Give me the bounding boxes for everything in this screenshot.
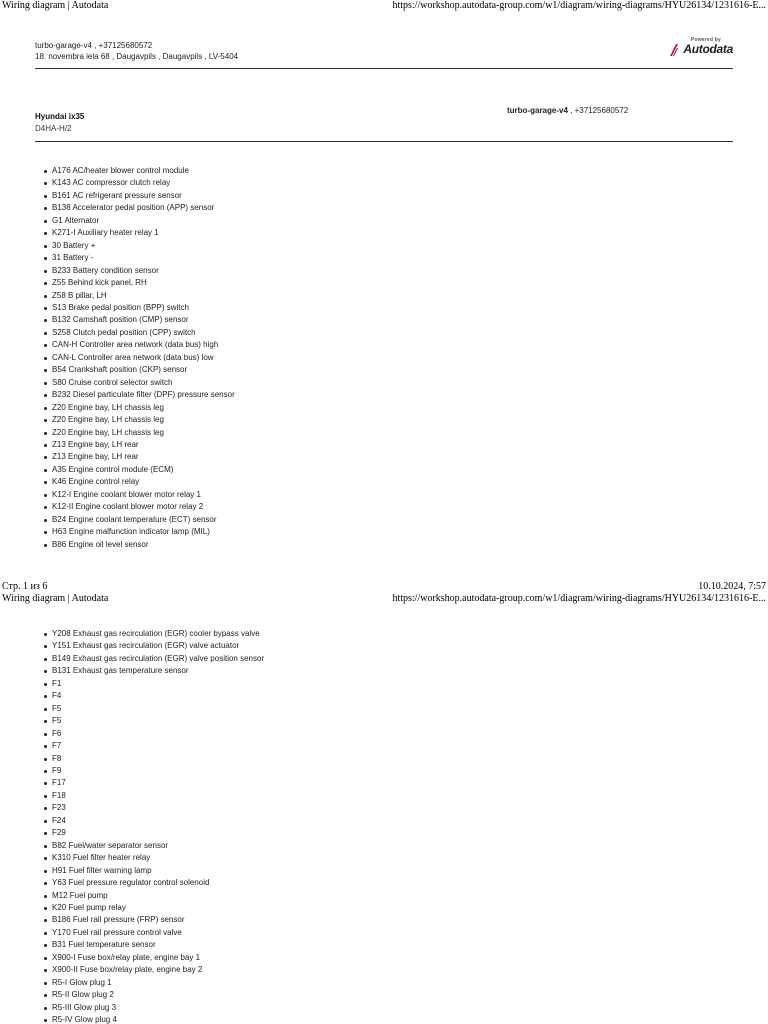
- legend-item: Z13 Engine bay, LH rear: [44, 451, 235, 463]
- legend-item: B138 Accelerator pedal position (APP) sensor: [44, 202, 235, 214]
- legend-item: Y208 Exhaust gas recirculation (EGR) cooler bypass valve: [44, 628, 264, 640]
- legend-item: R5-II Glow plug 2: [44, 989, 264, 1001]
- legend-item: X900-II Fuse box/relay plate, engine bay 2: [44, 964, 264, 976]
- legend-item: 30 Battery +: [44, 240, 235, 252]
- print-footer-page1: [0, 581, 768, 593]
- legend-item: B161 AC refrigerant pressure sensor: [44, 190, 235, 202]
- legend-item: F29: [44, 827, 264, 839]
- print-header-page1: [0, 0, 768, 12]
- legend-item: K310 Fuel filter heater relay: [44, 852, 264, 864]
- legend-item: F5: [44, 715, 264, 727]
- legend-item: F5: [44, 703, 264, 715]
- legend-item: Z20 Engine bay, LH chassis leg: [44, 402, 235, 414]
- legend-item: 31 Battery -: [44, 252, 235, 264]
- legend-item: K143 AC compressor clutch relay: [44, 177, 235, 189]
- legend-item: S258 Clutch pedal position (CPP) switch: [44, 327, 235, 339]
- legend-item: F7: [44, 740, 264, 752]
- legend-item: B31 Fuel temperature sensor: [44, 939, 264, 951]
- legend-item: Y63 Fuel pressure regulator control solenoid: [44, 877, 264, 889]
- legend-item: X900-I Fuse box/relay plate, engine bay 1: [44, 952, 264, 964]
- legend-item: F8: [44, 753, 264, 765]
- legend-item: Y151 Exhaust gas recirculation (EGR) valve actuator: [44, 640, 264, 652]
- garage-name-phone: turbo-garage-v4 , +37125680572: [35, 41, 153, 50]
- print-header-url[interactable]: https://workshop.autodata-group.com/w1/diagram/wiring-diagrams/HYU26134/1231616-E...: [392, 593, 766, 604]
- legend-item: B131 Exhaust gas temperature sensor: [44, 665, 264, 677]
- legend-item: CAN-H Controller area network (data bus) high: [44, 339, 235, 351]
- garage-info: [35, 40, 238, 62]
- powered-by-label: Powered by: [690, 37, 721, 43]
- legend-item: R5-IV Glow plug 4: [44, 1014, 264, 1024]
- print-header-url[interactable]: https://workshop.autodata-group.com/w1/diagram/wiring-diagrams/HYU26134/1231616-E...: [392, 0, 766, 11]
- component-legend-page2: [44, 628, 264, 1024]
- legend-item: A35 Engine control module (ECM): [44, 464, 235, 476]
- component-legend-page1: [44, 165, 235, 551]
- print-header-title: Wiring diagram | Autodata: [2, 593, 109, 604]
- legend-item: CAN-L Controller area network (data bus) low: [44, 352, 235, 364]
- vehicle-model: Hyundai ix35: [35, 112, 85, 121]
- legend-item: F1: [44, 678, 264, 690]
- legend-item: F18: [44, 790, 264, 802]
- legend-item: F4: [44, 690, 264, 702]
- legend-item: K46 Engine control relay: [44, 476, 235, 488]
- legend-item: B233 Battery condition sensor: [44, 265, 235, 277]
- legend-item: G1 Alternator: [44, 215, 235, 227]
- legend-item: F6: [44, 728, 264, 740]
- legend-item: M12 Fuel pump: [44, 890, 264, 902]
- legend-item: B149 Exhaust gas recirculation (EGR) valve position sensor: [44, 653, 264, 665]
- legend-item: F9: [44, 765, 264, 777]
- legend-item: H63 Engine malfunction indicator lamp (MIL): [44, 526, 235, 538]
- legend-item: Z20 Engine bay, LH chassis leg: [44, 427, 235, 439]
- vehicle-engine-code: D4HA-H/2: [35, 124, 72, 133]
- legend-item: F17: [44, 777, 264, 789]
- legend-item: K12-I Engine coolant blower motor relay 1: [44, 489, 235, 501]
- legend-item: S80 Cruise control selector switch: [44, 377, 235, 389]
- autodata-logo-icon: [669, 43, 679, 57]
- header-divider: [35, 68, 733, 69]
- legend-item: Z58 B pillar, LH: [44, 290, 235, 302]
- legend-item: B82 Fuel/water separator sensor: [44, 840, 264, 852]
- legend-item: A176 AC/heater blower control module: [44, 165, 235, 177]
- legend-item: R5-III Glow plug 3: [44, 1002, 264, 1014]
- legend-item: B86 Engine oil level sensor: [44, 539, 235, 551]
- legend-item: R5-I Glow plug 1: [44, 977, 264, 989]
- garage-info-right: [507, 105, 628, 116]
- legend-item: Z20 Engine bay, LH chassis leg: [44, 414, 235, 426]
- legend-item: S13 Brake pedal position (BPP) switch: [44, 302, 235, 314]
- legend-item: B54 Crankshaft position (CKP) sensor: [44, 364, 235, 376]
- legend-item: Z55 Behind kick panel, RH: [44, 277, 235, 289]
- legend-item: K271-I Auxiliary heater relay 1: [44, 227, 235, 239]
- print-header-page2: [0, 593, 768, 605]
- autodata-logo: [667, 37, 733, 59]
- print-footer-datetime: 10.10.2024, 7:57: [698, 581, 766, 592]
- legend-item: Y170 Fuel rail pressure control valve: [44, 927, 264, 939]
- legend-item: B232 Diesel particulate filter (DPF) pressure sensor: [44, 389, 235, 401]
- garage-address: 18. novembra iela 68 , Daugavpils , Daugavpils , LV-5404: [35, 52, 239, 61]
- print-header-title: Wiring diagram | Autodata: [2, 0, 109, 11]
- legend-item: K20 Fuel pump relay: [44, 902, 264, 914]
- legend-item: Z13 Engine bay, LH rear: [44, 439, 235, 451]
- legend-item: H91 Fuel filter warning lamp: [44, 865, 264, 877]
- legend-item: F24: [44, 815, 264, 827]
- legend-item: B24 Engine coolant temperature (ECT) sensor: [44, 514, 235, 526]
- garage-right-phone: , +37125680572: [567, 106, 629, 115]
- legend-item: B132 Camshaft position (CMP) sensor: [44, 314, 235, 326]
- garage-right-name: turbo-garage-v4: [507, 106, 568, 115]
- legend-item: B186 Fuel rail pressure (FRP) sensor: [44, 914, 264, 926]
- legend-item: K12-II Engine coolant blower motor relay 2: [44, 501, 235, 513]
- vehicle-info: [35, 111, 84, 135]
- vehicle-divider: [35, 141, 733, 142]
- autodata-brand: Autodata: [683, 42, 733, 56]
- print-footer-page-number: Стр. 1 из 6: [2, 581, 48, 592]
- legend-item: F23: [44, 802, 264, 814]
